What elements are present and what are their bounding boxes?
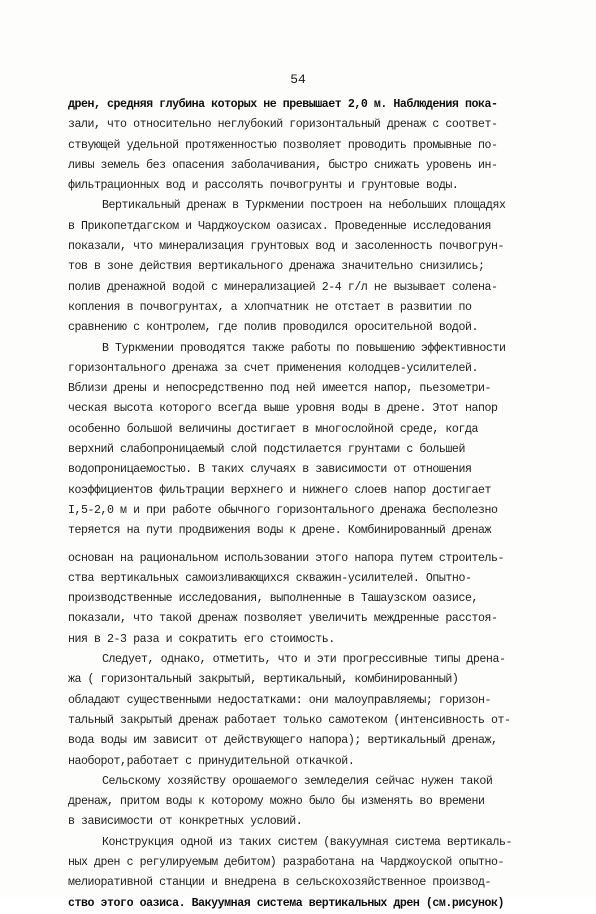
text-line: сравнению с контролем, где полив проводился оросительной водой.: [68, 321, 478, 335]
text-line: особенно большой величины достигает в многослойной среде, когда: [68, 422, 478, 436]
text-line: В Туркмении проводятся также работы по повышению эффективности: [102, 341, 506, 355]
text-line: Вертикальный дренаж в Туркмении построен на небольших площадях: [102, 199, 506, 213]
text-line: ных дрен с регулируемым дебитом) разработана на Чарджоуской опытно-: [68, 855, 504, 869]
text-line: ство этого оазиса. Вакуумная система вертикальных дрен (см.рисунок): [68, 896, 504, 910]
text-line: копления в почвогрунтах, а хлопчатник не отстает в развитии по: [68, 300, 472, 314]
text-line: показали, что такой дренаж позволяет увеличить междренные расстоя-: [68, 612, 498, 626]
text-line: обладают существенными недостатками: они малоуправляемы; горизон-: [68, 693, 491, 707]
text-line: дренаж, притом воды к которому можно было бы изменять во времени: [68, 795, 485, 809]
text-line: производственные исследования, выполненные в Ташаузском оазисе,: [68, 592, 478, 606]
text-line: Вблизи дрены и непосредственно под ней имеется напор, пьезометри-: [68, 382, 491, 396]
text-line: наоборот,работает с принудительной откачкой.: [68, 754, 355, 768]
text-line: вода воды им зависит от действующего напора); вертикальный дренаж,: [68, 734, 498, 748]
text-line: показали, что минерализация грунтовых вод и засоленность почвогрун-: [68, 240, 504, 254]
text-line: теряется на пути продвижения воды к дрене. Комбинированный дренаж: [68, 524, 491, 538]
text-line: в зависимости от конкретных условий.: [68, 815, 303, 829]
text-line: основан на рациональном использовании этого напора путем строитель-: [68, 551, 504, 565]
text-line: верхний слабопроницаемый слой подстилается грунтами с большей: [68, 443, 465, 457]
text-line: ства вертикальных самоизливающихся скважин-усилителей. Опытно-: [68, 571, 472, 585]
text-line: водопроницаемостью. В таких случаях в зависимости от отношения: [68, 463, 472, 477]
text-line: фильтрационных вод и рассолять почвогрунты и грунтовые воды.: [68, 179, 459, 193]
text-line: Следует, однако, отметить, что и эти прогрессивные типы дрена-: [102, 653, 506, 667]
text-line: тов в зоне действия вертикального дренажа значительно снизились;: [68, 260, 485, 274]
text-line: ния в 2-3 раза и сократить его стоимость.: [68, 632, 335, 646]
text-line: ческая высота которого всегда выше уровня воды в дрене. Этот напор: [68, 402, 498, 416]
text-line: ствующей удельной протяженностью позволяет проводить промывные по-: [68, 138, 498, 152]
page-number: 54: [290, 72, 306, 87]
text-line: жа ( горизонтальный закрытый, вертикальный, комбинированный): [68, 673, 459, 687]
text-line: в Прикопетдагском и Чарджоуском оазисах. Проведенные исследования: [68, 219, 491, 233]
text-line: горизонтального дренажа за счет применения колодцев-усилителей.: [68, 361, 478, 375]
text-line: полив дренажной водой с минерализацией 2-4 г/л не вызывает солена-: [68, 280, 498, 294]
text-line: Конструкция одной из таких систем (вакуумная система вертикаль-: [102, 835, 512, 849]
text-line: коэффициентов фильтрации верхнего и нижнего слоев напор достигает: [68, 483, 491, 497]
text-line: ливы земель без опасения заболачивания, быстро снижать уровень ин-: [68, 158, 498, 172]
body-text: [68, 95, 568, 914]
text-line: дрен, средняя глубина которых не превышает 2,0 м. Наблюдения пока-: [68, 98, 498, 111]
text-line: Сельскому хозяйству орошаемого земледелия сейчас нужен такой: [102, 774, 493, 788]
text-line: зали, что относительно неглубокий горизонтальный дренаж с соответ-: [68, 118, 498, 132]
text-line: I,5-2,0 м и при работе обычного горизонтального дренажа бесполезно: [68, 503, 498, 517]
text-line: тальный закрытый дренаж работает только самотеком (интенсивность от-: [68, 713, 511, 727]
text-line: мелиоративной станции и внедрена в сельскохозяйственное производ-: [68, 876, 491, 890]
